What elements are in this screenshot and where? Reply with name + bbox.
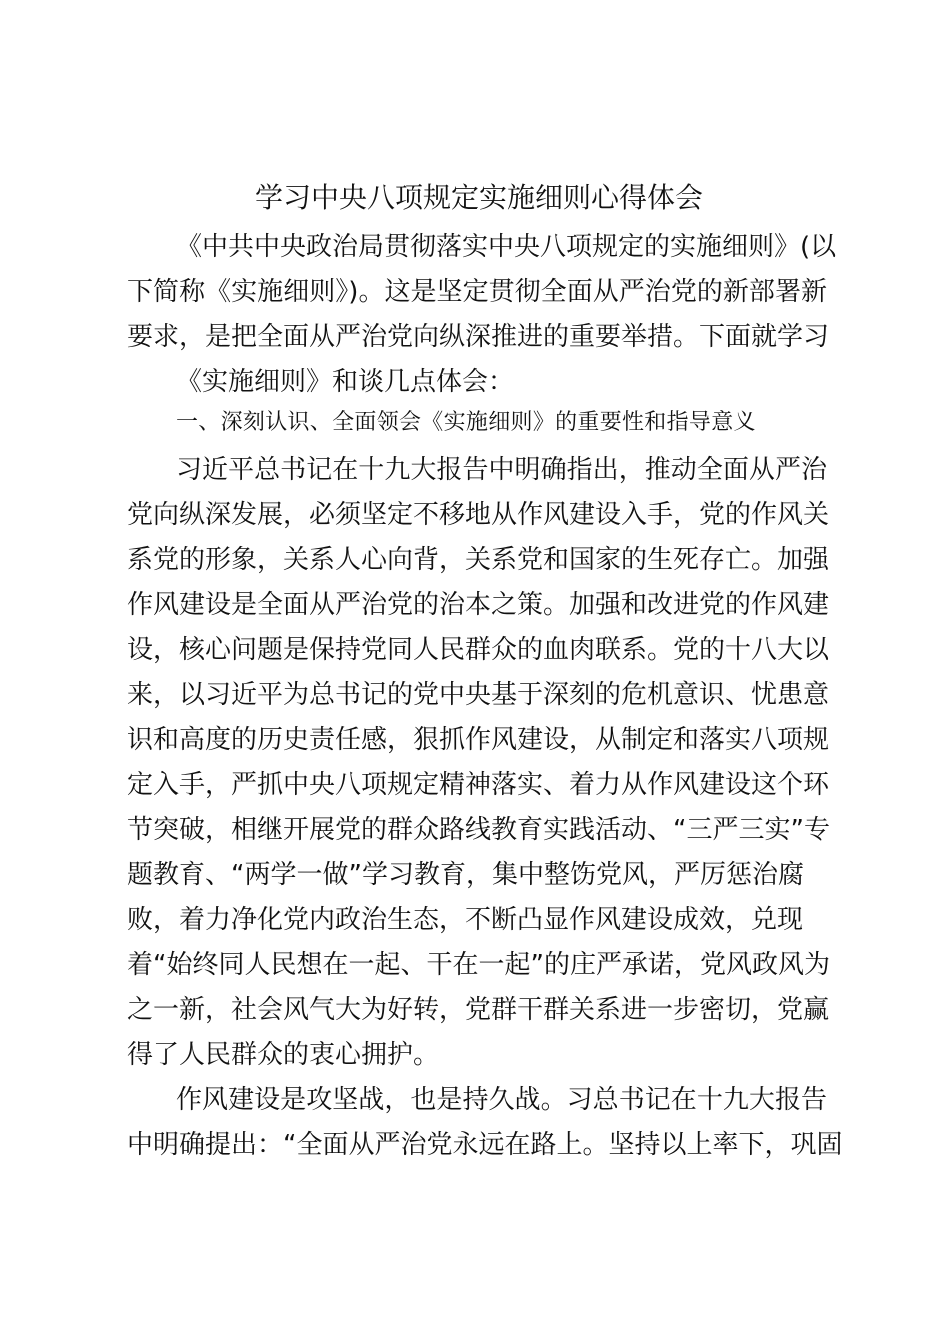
paragraph-line: 来，以习近平为总书记的党中央基于深刻的危机意识、忧患意 [127,680,830,710]
paragraph-line: 之一新，社会风气大为好转，党群干群关系进一步密切，党赢 [127,995,830,1025]
paragraph-line: 识和高度的历史责任感，狠抓作风建设，从制定和落实八项规 [127,725,830,755]
paragraph-line: 败，着力净化党内政治生态，不断凸显作风建设成效，兑现 [127,905,804,935]
paragraph-line: 中明确提出：“全面从严治党永远在路上。坚持以上率下，巩固 [127,1130,843,1160]
paragraph-line: 设，核心问题是保持党同人民群众的血肉联系。党的十八大以 [127,635,830,665]
paragraph-line: 定入手，严抓中央八项规定精神落实、着力从作风建设这个环 [127,770,830,800]
document-title: 学习中央八项规定实施细则心得体会 [254,181,703,214]
paragraph-line: 系党的形象，关系人心向背，关系党和国家的生死存亡。加强 [127,545,830,575]
paragraph-line: 节突破，相继开展党的群众路线教育实践活动、“三严三实”专 [127,815,830,845]
paragraph-line: 习近平总书记在十九大报告中明确指出，推动全面从严治 [176,455,827,485]
intro-line: 《实施细则》和谈几点体会： [176,367,515,397]
paragraph-line: 党向纵深发展，必须坚定不移地从作风建设入手，党的作风关 [127,500,830,530]
paragraph-line: 作风建设是全面从严治党的治本之策。加强和改进党的作风建 [127,590,830,620]
paragraph-line: 题教育、“两学一做”学习教育，集中整饬党风，严厉惩治腐 [127,860,804,890]
paragraph-line: 着“始终同人民想在一起、干在一起”的庄严承诺，党风政风为 [127,950,830,980]
intro-line: 《中共中央政治局贯彻落实中央八项规定的实施细则》(以 [176,232,837,262]
intro-line: 要求，是把全面从严治党向纵深推进的重要举措。下面就学习 [127,322,830,352]
paragraph-line: 作风建设是攻坚战，也是持久战。习总书记在十九大报告 [176,1085,827,1115]
section-heading: 一、深刻认识、全面领会《实施细则》的重要性和指导意义 [176,410,756,435]
paragraph-line: 得了人民群众的衷心拥护。 [127,1040,440,1070]
intro-line: 下简称《实施细则》)。这是坚定贯彻全面从严治党的新部署新 [127,277,827,307]
